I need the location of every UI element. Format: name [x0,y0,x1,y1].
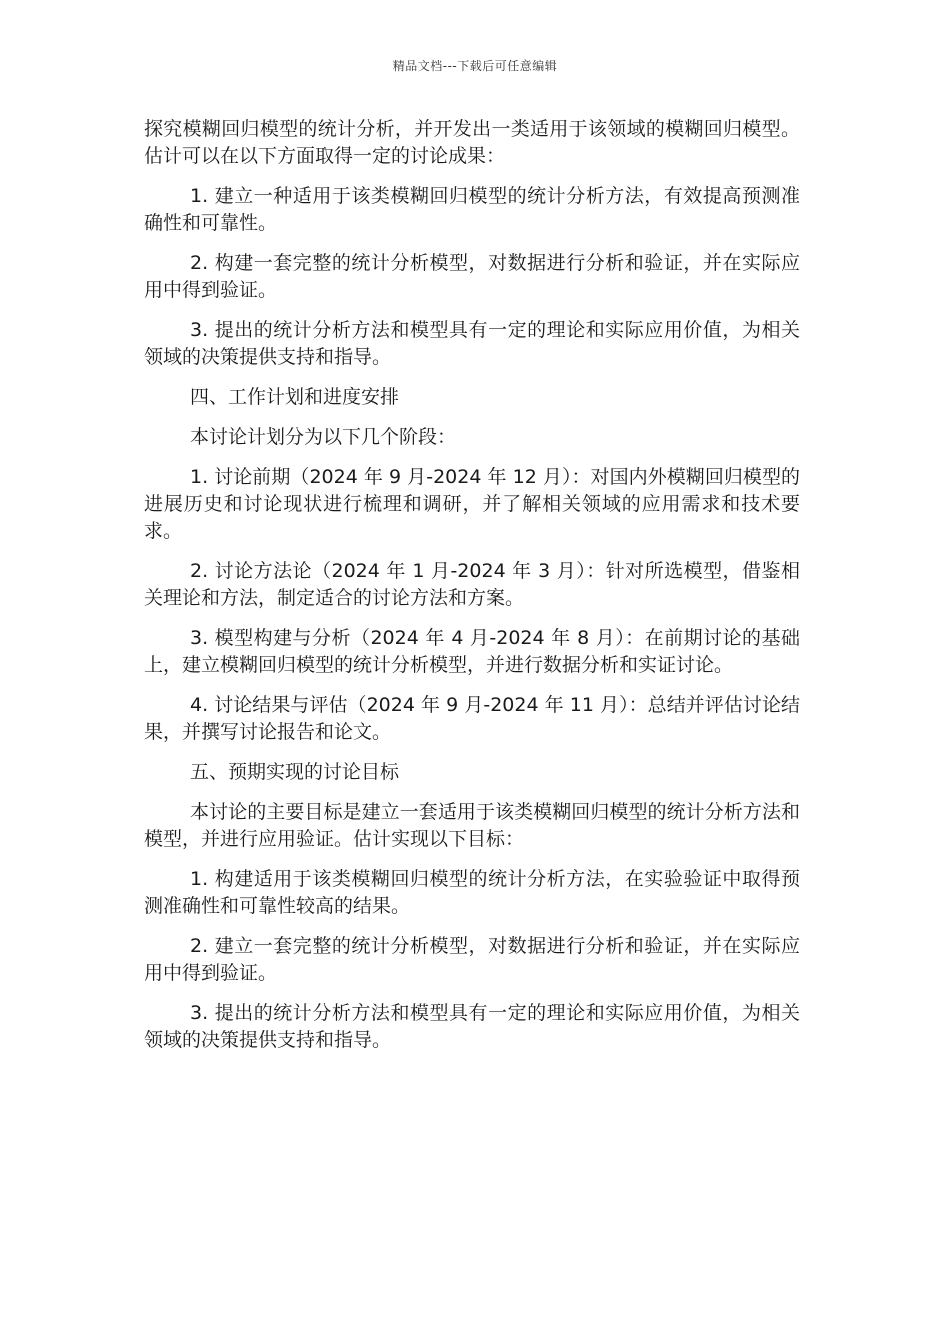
result-item-2: 2. 构建一套完整的统计分析模型，对数据进行分析和验证，并在实际应用中得到验证。 [144,252,800,301]
plan-stage-2: 2. 讨论方法论（2024 年 1 月-2024 年 3 月）：针对所选模型，借鉴相关理论和方法，制定适合的讨论方法和方案。 [144,560,800,609]
goal-item-1: 1. 构建适用于该类模糊回归模型的统计分析方法，在实验验证中取得预测准确性和可靠性较高的结果。 [144,868,800,917]
plan-stage-4: 4. 讨论结果与评估（2024 年 9 月-2024 年 11 月）：总结并评估讨论结果，并撰写讨论报告和论文。 [144,694,800,743]
plan-stage-1: 1. 讨论前期（2024 年 9 月-2024 年 12 月）：对国内外模糊回归模型的进展历史和讨论现状进行梳理和调研，并了解相关领域的应用需求和技术要求。 [144,466,800,542]
plan-stage-3: 3. 模型构建与分析（2024 年 4 月-2024 年 8 月）：在前期讨论的基础上，建立模糊回归模型的统计分析模型，并进行数据分析和实证讨论。 [144,627,800,676]
page-header: 精品文档---下载后可任意编辑 [392,59,558,73]
goal-item-2: 2. 建立一套完整的统计分析模型，对数据进行分析和验证，并在实际应用中得到验证。 [144,935,800,984]
paragraph-intro: 探究模糊回归模型的统计分析，并开发出一类适用于该领域的模糊回归模型。估计可以在以下方面取得一定的讨论成果： [144,118,800,167]
section-heading-5: 五、预期实现的讨论目标 [190,761,400,783]
plan-intro: 本讨论计划分为以下几个阶段： [190,426,457,448]
result-item-3: 3. 提出的统计分析方法和模型具有一定的理论和实际应用价值，为相关领域的决策提供支持和指导。 [144,319,800,368]
result-item-1: 1. 建立一种适用于该类模糊回归模型的统计分析方法，有效提高预测准确性和可靠性。 [144,185,800,234]
document-body [144,116,800,1067]
goals-intro: 本讨论的主要目标是建立一套适用于该类模糊回归模型的统计分析方法和模型，并进行应用验证。估计实现以下目标： [144,801,800,850]
section-heading-4: 四、工作计划和进度安排 [190,386,400,408]
goal-item-3: 3. 提出的统计分析方法和模型具有一定的理论和实际应用价值，为相关领域的决策提供支持和指导。 [144,1002,800,1051]
